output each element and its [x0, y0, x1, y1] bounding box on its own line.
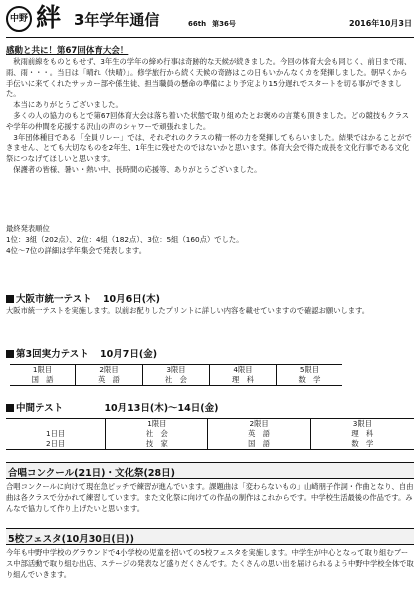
subject-cell: 数 学 — [276, 375, 342, 386]
subject-cell: 英 語 — [208, 429, 310, 439]
subject-cell: 社 会 — [143, 375, 210, 386]
achievement-test-title — [6, 346, 157, 360]
issue-number: 第36号 — [212, 20, 236, 28]
newsletter-name: 絆 — [36, 3, 62, 32]
period-cell: 4限目 — [209, 365, 276, 376]
sports-paragraph: 保護者の皆様、暑い・熱い中、長時間の応援等、ありがとうございました。 — [13, 164, 262, 174]
achievement-test-date: 10月7日(金) — [100, 349, 158, 360]
square-bullet-icon — [6, 404, 14, 412]
sports-paragraph: 本当にありがとうございました。 — [13, 100, 123, 110]
school-emblem-icon: 中野 — [6, 6, 32, 32]
sports-paragraph: 3年団体種目である「全員リレー」では、それぞれのクラスの精一杯の力を発揮してもらいました。結果ではかることができません、とても大切なものを2年生、1年生に残せたのではないかと思います。体育大会で得た成長を文化行事である文化祭につなげてほしいと思います。 — [6, 132, 412, 164]
chorus-paragraph: 合唱コンクールに向けて現在急ピッチで練習が進んでいます。課題曲は「変わらないもの」山崎朋子作詞・作曲となり、自由曲は各クラスで分かれて練習しています。また文化祭に向けての作品の制作はこれからです。中学校生活最後の作品です。みんなで協力して作り上げたいと思います。 — [6, 482, 414, 513]
midterm-title — [6, 400, 218, 414]
results-note: 4位～7位の詳細は学年集会で発表します。 — [6, 245, 147, 255]
newsletter-header — [6, 3, 414, 36]
chorus-text — [6, 482, 414, 514]
achievement-test-name: 第3回実力テスト — [16, 349, 89, 360]
sports-day-title: 感動と共に！第67回体育大会！ — [6, 46, 129, 56]
unified-test-title — [6, 291, 160, 305]
sports-paragraph: 秋雨前線をものともせず、3年生の学年の締め行事は奇跡的な天候が続きました。今回の体育大会も同じく、前日まで雨、雨、雨・・・。当日は「晴れ（快晴）」。修学旅行から続く天候の奇跡はこの日もいかんなくカを発揮しました。朝早くから手伝いに来てくれたサッカー部や係生徒、担当職員の懸命の準備により予定より15分遅れでスタートを切る事ができました。 — [6, 57, 412, 99]
period-cell: 2限目 — [76, 365, 143, 376]
sports-paragraph: 多くの人の協力のもとで第67回体育大会は落ち着いた状態で取り組めたとお褒めの言葉も頂きました。どの競技もクラスや学年の仲間を応援する沢山の声のシャワーで頑張れました。 — [6, 110, 410, 131]
results-text: 1位：3組（202点）、2位：4組（182点）、3位：5組（160点）でした。 — [6, 234, 244, 244]
newsletter-title: 3年学年通信 — [74, 11, 160, 29]
day-cell: 1日目 — [6, 429, 106, 439]
issue-date: 2016年10月3日 — [349, 19, 412, 28]
midterm-table — [6, 418, 414, 450]
period-cell: 3限目 — [143, 365, 210, 376]
chorus-section-band — [6, 462, 414, 479]
festa-text — [6, 548, 414, 580]
sports-day-body — [6, 57, 414, 176]
period-cell: 1限目 — [106, 419, 208, 430]
subject-cell: 理 科 — [351, 429, 374, 438]
subject-cell: 理 科 — [209, 375, 276, 386]
unified-test-date: 10月6日(木) — [102, 294, 160, 305]
results-heading: 最終発表順位 — [6, 224, 50, 233]
festa-section-band — [6, 528, 414, 545]
unified-test-name: 大阪市統一テスト — [16, 294, 92, 305]
unified-test-paragraph: 大阪市統一テストを実施します。以前お配りしたプリントに詳しい内容を載せていますので確認お願いします。 — [6, 306, 370, 315]
subject-cell: 国 語 — [10, 375, 76, 386]
festa-paragraph: 今年も中野中学校のグラウンドで4小学校の児童を招いての5校フェスタを実施します。中学生が中心となって取り組むブース中部活動で取り組む出店、ステージの発表など盛りだくさんです。たくさんの思い出を届けられるよう中野中学校全体で取り組んでいきます。 — [6, 548, 414, 579]
subject-cell: 英 語 — [76, 375, 143, 386]
square-bullet-icon — [6, 350, 14, 358]
subject-cell: 技 家 — [106, 439, 208, 450]
chorus-title: 合唱コンクール(21日)・文化祭(28日) — [8, 468, 175, 479]
period-cell: 1限目 — [10, 365, 76, 376]
issue-info — [188, 19, 242, 29]
midterm-date: 10月13日(木)～14日(金) — [104, 403, 219, 414]
issue-edition: 66th — [188, 20, 207, 28]
day-header-cell — [6, 419, 106, 430]
header-rule — [6, 37, 414, 38]
midterm-name: 中間テスト — [16, 403, 64, 414]
day-cell: 2日目 — [6, 439, 106, 450]
subject-cell: 国 語 — [208, 439, 310, 450]
period-cell: 5限目 — [276, 365, 342, 376]
festa-title: 5校フェスタ(10月30日(日)) — [8, 534, 134, 545]
unified-test-text — [6, 306, 414, 317]
subject-cell: 数 学 — [310, 439, 414, 450]
square-bullet-icon — [6, 295, 14, 303]
subject-cell: 社 会 — [106, 429, 208, 439]
achievement-test-table — [10, 364, 342, 386]
period-cell: 2限目 — [208, 419, 310, 430]
sports-results — [6, 224, 414, 256]
period-cell: 3限目 — [310, 419, 414, 430]
